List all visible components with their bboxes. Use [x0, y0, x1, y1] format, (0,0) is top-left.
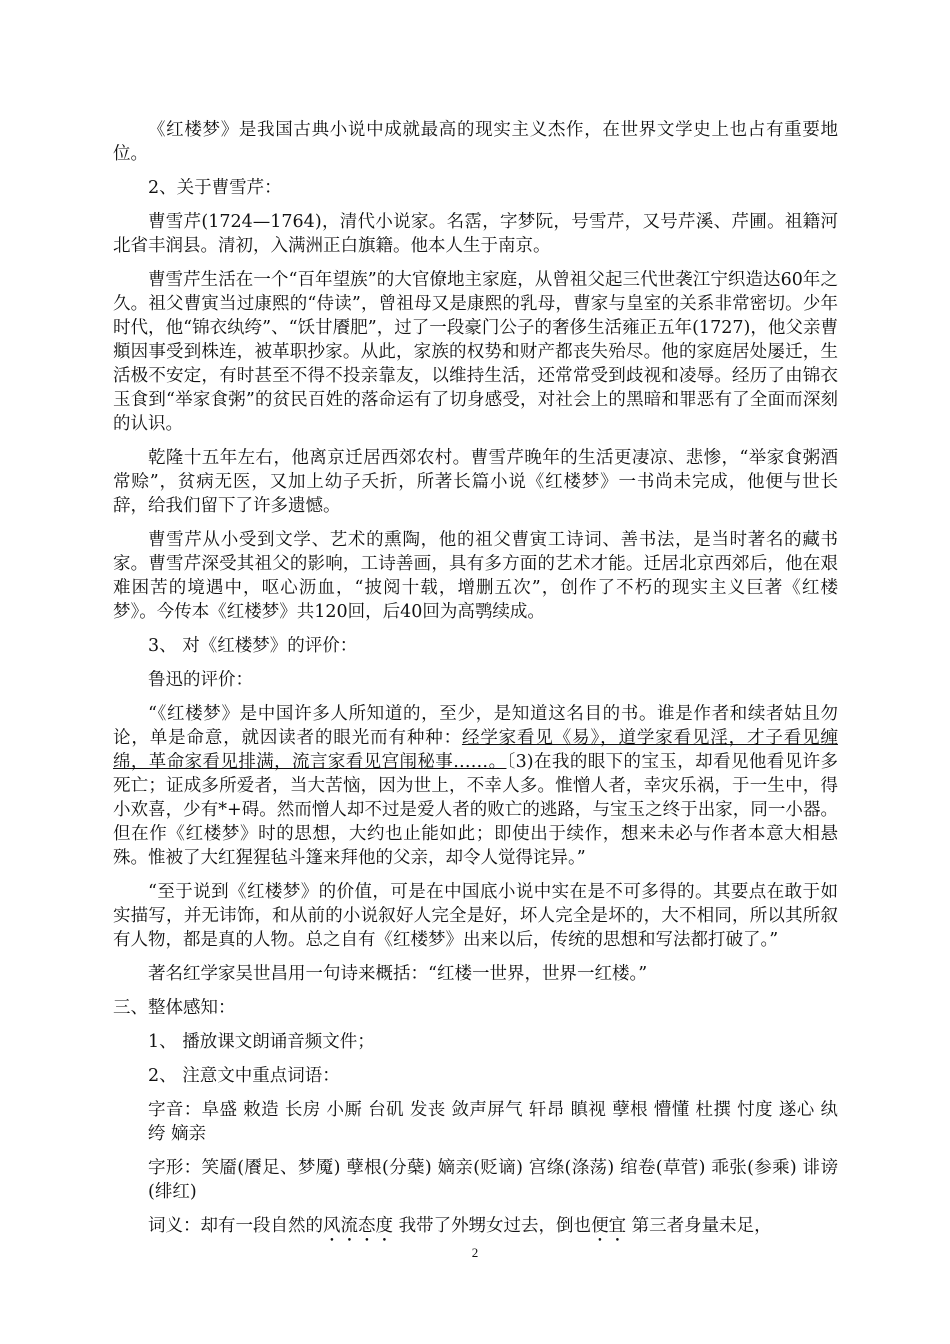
luxun-quote-2: “至于说到《红楼梦》的价值，可是在中国底小说中实在是不可多得的。其要点在敢于如实描写，并无讳饰，和从前的小说叙好人完全是好，坏人完全是坏的，大不相同，所以其所叙有人物，都是真的人物。总之自有《红楼梦》出来以后，传统的思想和写法都打破了。”	[113, 882, 838, 950]
quote-text: “《红楼梦》是中国许多人所知道的，至少，是知道这名目的书。谁是作者和续者姑且勿论，单是命意，就因读者的眼光而有种种：	[113, 704, 838, 748]
meaning-text-2: 我带了外甥女过去，倒也	[393, 1216, 592, 1236]
luxun-label: 鲁迅的评价：	[148, 670, 253, 690]
meaning-text: 词义：却有一段自然的	[148, 1216, 323, 1236]
dotted-term-1: 风流态度	[323, 1216, 393, 1236]
wu-shichang-quote: 著名红学家吴世昌用一句诗来概括：“红楼一世界，世界一红楼。”	[148, 964, 648, 984]
meaning-text-3: 第三者身量未足，	[626, 1216, 772, 1236]
list-item-keywords: 2、 注意文中重点词语：	[148, 1066, 340, 1086]
paragraph-art-talent: 曹雪芹从小受到文学、艺术的熏陶，他的祖父曹寅工诗词、善书法，是当时著名的藏书家。曹雪芹深受其祖父的影响，工诗善画，具有多方面的艺术才能。迁居北京西郊后，他在艰难困苦的境遇中，呕心沥血，“披阅十载，增删五次”，创作了不朽的现实主义巨著《红楼梦》。今传本《红楼梦》共120回，后40回为高鹗续成。	[113, 530, 838, 622]
page-number: 2	[471, 1245, 479, 1260]
character-form-list: 字形：笑靥(餍足、梦魇) 孽根(分蘖) 嫡亲(贬谪) 宫绦(涤荡) 绾卷(草菅) 乖张(参乘) 诽谤(绯红)	[148, 1158, 838, 1202]
underlined-quote: 经学家看见《易》，道学家看见淫，才子看见缠绵，革命家看见排满，流言家看见宫闱秘事……。	[113, 728, 839, 772]
quote-text-continued: 〔3)在我的眼下的宝玉，却看见他看见许多死亡；证成多所爱者，当大苦恼，因为世上，不幸人多。惟憎人者，幸灾乐祸，于一生中，得小欢喜，少有*+碍。然而憎人却不过是爱人者的败亡的逃路，与宝玉之终于出家，同一小器。但在作《红楼梦》时的思想，大约也止能如此；即使出于续作，想来未必与作者本意大相悬殊。惟被了大红猩猩毡斗篷来拜他的父亲，却令人觉得诧异。”	[113, 752, 838, 868]
heading-about-author: 2、关于曹雪芹：	[148, 178, 282, 198]
document-body	[113, 118, 838, 1246]
word-meaning-list	[113, 1214, 838, 1246]
list-item-audio: 1、 播放课文朗诵音频文件；	[148, 1032, 375, 1052]
heading-evaluation: 3、 对《红楼梦》的评价：	[148, 636, 358, 656]
dotted-term-2: 便宜	[591, 1216, 627, 1236]
paragraph-author-bio: 曹雪芹(1724—1764)，清代小说家。名霑，字梦阮，号雪芹，又号芹溪、芹圃。祖籍河北省丰润县。清初，入满洲正白旗籍。他本人生于南京。	[113, 212, 838, 256]
pronunciation-list: 字音：阜盛 敕造 长房 小厮 台矶 发丧 敛声屏气 轩昂 瞋视 孽根 懵懂 杜撰 忖度 遂心 纨绔 嫡亲	[148, 1100, 838, 1144]
paragraph-later-life: 乾隆十五年左右，他离京迁居西郊农村。曹雪芹晚年的生活更凄凉、悲惨，“举家食粥酒常赊”，贫病无医，又加上幼子夭折，所著长篇小说《红楼梦》一书尚未完成，他便与世长辞，给我们留下了许多遗憾。	[113, 448, 838, 516]
paragraph-family: 曹雪芹生活在一个“百年望族”的大官僚地主家庭，从曾祖父起三代世袭江宁织造达60年之久。祖父曹寅当过康熙的“侍读”，曾祖母又是康熙的乳母，曹家与皇室的关系非常密切。少年时代，他“锦衣纨绔”、“饫甘餍肥”，过了一段豪门公子的奢侈生活雍正五年(1727)，他父亲曹頫因事受到株连，被革职抄家。从此，家族的权势和财产都丧失殆尽。他的家庭居处屡迁，生活极不安定，有时甚至不得不投亲靠友，以维持生活，还常常受到歧视和凌辱。经历了由锦衣玉食到“举家食粥”的贫民百姓的落命运有了切身感受，对社会上的黑暗和罪恶有了全面而深刻的认识。	[113, 270, 838, 434]
luxun-quote-1	[113, 702, 838, 870]
paragraph-intro: 《红楼梦》是我国古典小说中成就最高的现实主义杰作，在世界文学史上也占有重要地位。	[113, 120, 838, 164]
section-overall: 三、整体感知：	[113, 998, 236, 1018]
